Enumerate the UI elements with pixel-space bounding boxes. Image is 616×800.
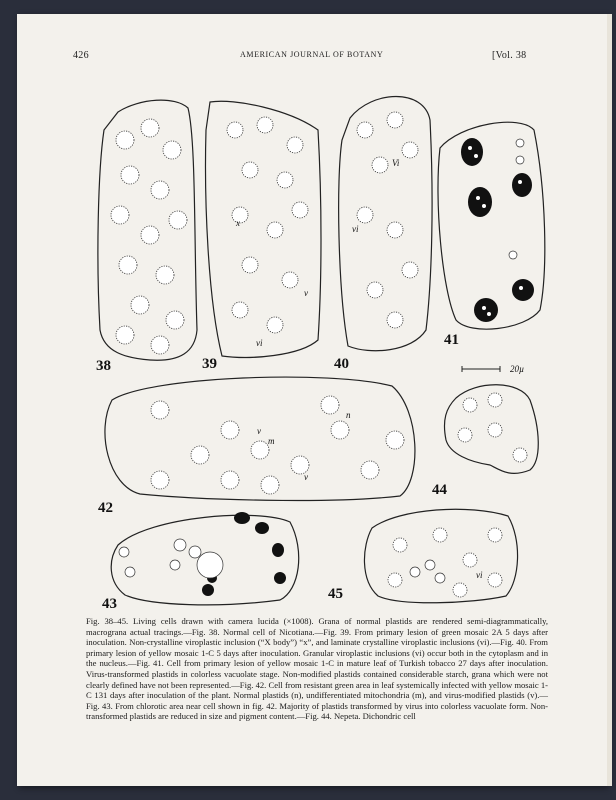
annot-vi-40a: Vi bbox=[392, 158, 400, 168]
scale-bar-label: 20µ bbox=[510, 364, 525, 374]
cell-outline-39 bbox=[206, 101, 321, 357]
volume-label: [Vol. 38 bbox=[492, 50, 527, 61]
annot-v-39: v bbox=[304, 288, 308, 298]
cell-outline-45 bbox=[364, 509, 517, 603]
journal-title: AMERICAN JOURNAL OF BOTANY bbox=[240, 50, 384, 59]
annot-vi-39: vi bbox=[256, 338, 263, 348]
annot-v-42b: v bbox=[304, 472, 308, 482]
fig-label-41: 41 bbox=[444, 332, 459, 348]
annot-n-42: n bbox=[346, 410, 351, 420]
fig-label-43: 43 bbox=[102, 596, 117, 612]
annot-vi-40b: vi bbox=[352, 224, 359, 234]
page-number: 426 bbox=[73, 50, 89, 61]
fig-label-39: 39 bbox=[202, 356, 217, 372]
annot-m-42: m bbox=[268, 436, 275, 446]
fig-label-42: 42 bbox=[98, 500, 113, 516]
fig-label-38: 38 bbox=[96, 358, 111, 374]
annot-vi-45: vi bbox=[476, 570, 483, 580]
annot-v-42a: v bbox=[257, 426, 261, 436]
fig-label-40: 40 bbox=[334, 356, 349, 372]
annot-x-39: x bbox=[236, 218, 240, 228]
fig-label-44: 44 bbox=[432, 482, 447, 498]
figure-caption: Fig. 38–45. Living cells drawn with camera lucida (×1008). Grana of normal plastids are rendered semi-diagrammatically, macrograna actual tracings.—Fig. 38. Normal cell of Nicotiana.—Fig. 39. From primary lesion of green mosaic 2A 5 days after inoculation. Non-crystalline viroplastic inclusion (“X body”) “x”, and laminate crystalline viroplastic inclusions (vi).—Fig. 40. From primary lesion of yellow mosaic 1-C 5 days after inoculation. Granular viroplastic inclusions (vi) occur both in the cytoplasm and in the nucleus.—Fig. 41. Cell from primary lesion of yellow mosaic 1-C in mature leaf of Turkish tobacco 27 days after inoculation. Virus-transformed plastids in colorless vacuolate stage. Non-modified plastids contained considerable starch, grana which were not clearly defined have not been represented.—Fig. 42. Cell from resistant green area in leaf systemically infected with yellow mosaic 1-C 131 days after inoculation of the plant. Normal plastids (n), undifferentiated mitochondria (m), and virus-modified plastids (v).—Fig. 43. From chlorotic area near cell shown in fig. 42. Majority of plastids transformed by virus into colorless vacuolate form. Non-transformed plastids are reduced in size and pigment content.—Fig. 44. Nepeta. Dichondric cell bbox=[86, 616, 548, 722]
fig-label-45: 45 bbox=[328, 586, 343, 602]
